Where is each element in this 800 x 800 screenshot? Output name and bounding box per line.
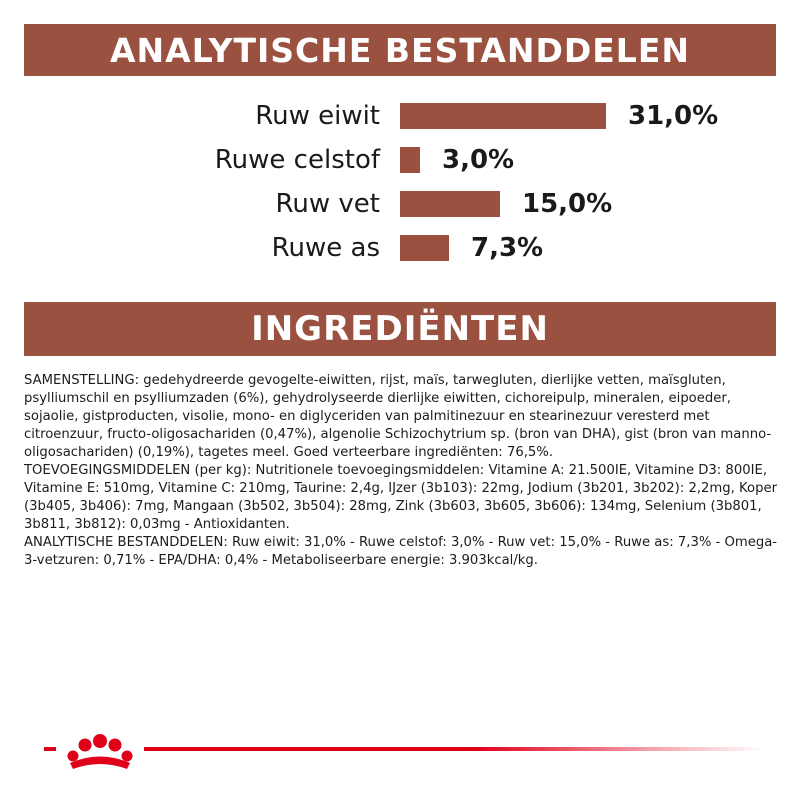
nutrient-row-fiber bbox=[0, 145, 800, 175]
nutrient-label: Ruw eiwit bbox=[255, 101, 380, 131]
nutrient-row-fat bbox=[0, 189, 800, 219]
analysis-banner bbox=[24, 24, 776, 76]
composition-paragraph: SAMENSTELLING: gedehydreerde gevogelte-eiwitten, rijst, maïs, tarwegluten, dierlijke vetten, maïsgluten, psylliumschil en psylliumzaden (6%), gehydrolyseerde dierlijke eiwitten, cichoreipulp, mineralen, eipoeder, sojaolie, gistproducten, visolie, mono- en diglyceriden van palmitinezuur en stearinezuur veresterd met citroenzuur, fructo-oligosachariden (0,47%), algenolie Schizochytrium sp. (bron van DHA), gist (bron van manno-oligosachariden) (0,19%), tagetes meel. Goed verteerbare ingrediënten: 76,5%. bbox=[24, 373, 772, 460]
ingredients-title: INGREDIËNTEN bbox=[251, 309, 549, 349]
nutrient-bar bbox=[400, 103, 606, 129]
analysis-title: ANALYTISCHE BESTANDDELEN bbox=[110, 30, 690, 70]
nutrient-label: Ruwe as bbox=[271, 233, 380, 263]
nutrient-bar bbox=[400, 235, 449, 261]
additives-paragraph: TOEVOEGINGSMIDDELEN (per kg): Nutritionele toevoegingsmiddelen: Vitamine A: 21.500IE, Vitamine D3: 800IE, Vitamine E: 510mg, Vitamine C: 210mg, Taurine: 2,4g, IJzer (3b103): 22mg, Jodium (3b201, 3b202): 2,2mg, Koper (3b405, 3b406): 7mg, Mangaan (3b502, 3b504): 28mg, Zink (3b603, 3b605, 3b606): 134mg, Selenium (3b801, 3b811, 3b812): 0,03mg - Antioxidanten. bbox=[24, 463, 777, 532]
royal-canin-crown-icon bbox=[56, 726, 144, 776]
brand-divider-line bbox=[44, 747, 764, 751]
analysis-paragraph: ANALYTISCHE BESTANDDELEN: Ruw eiwit: 31,0% - Ruwe celstof: 3,0% - Ruw vet: 15,0% - Ruwe as: 7,3% - Omega-3-vetzuren: 0,71% - EPA/DHA: 0,4% - Metaboliseerbare energie: 3.903kcal/kg. bbox=[24, 535, 778, 568]
nutrient-bar bbox=[400, 147, 420, 173]
ingredients-text bbox=[24, 372, 784, 570]
nutrient-label: Ruw vet bbox=[275, 189, 380, 219]
nutrient-value: 15,0% bbox=[522, 189, 613, 219]
nutrient-value: 3,0% bbox=[442, 145, 515, 175]
nutrient-bar bbox=[400, 191, 500, 217]
nutrient-label: Ruwe celstof bbox=[214, 145, 380, 175]
nutrient-row-ash bbox=[0, 233, 800, 263]
nutrient-row-protein bbox=[0, 101, 800, 131]
ingredients-banner bbox=[24, 302, 776, 356]
nutrient-value: 31,0% bbox=[628, 101, 719, 131]
nutrient-value: 7,3% bbox=[471, 233, 544, 263]
